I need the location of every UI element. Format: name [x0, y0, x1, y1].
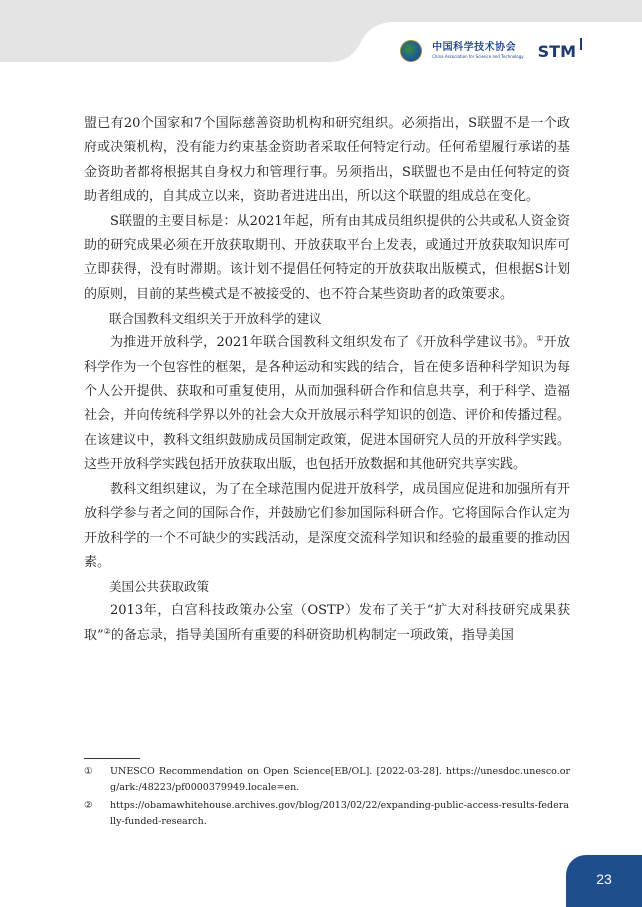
footnote-2-text: https://obamawhitehouse.archives.gov/blog/2013/02/22/expanding-public-access-results-federally-funded-research.: [110, 800, 569, 827]
footnote-1-text: UNESCO Recommendation on Open Science[EB/OL]. [2022-03-28]. https://unesdoc.unesco.org/ark:/48223/pf0000379949.locale=en.: [110, 766, 570, 793]
footnote-ref-1: ①: [536, 334, 544, 344]
footnote-2-mark: ②: [84, 800, 93, 811]
cast-logo: [432, 43, 524, 59]
page-number-tab: [566, 855, 642, 907]
footnote-ref-2: ②: [103, 626, 111, 636]
footnote-1: [84, 764, 570, 796]
paragraph-5: [84, 599, 570, 648]
page-number: 23: [596, 871, 612, 887]
stm-logo: STM: [538, 42, 582, 61]
paragraph-3: [84, 331, 570, 477]
paragraph-4: 教科文组织建议，为了在全球范围内促进开放科学，成员国应促进和加强所有开放科学参与者之间的国际合作，并鼓励它们参加国际科研合作。它将国际合作认定为开放科学的一个不可缺少的实践活动，是深度交流科学知识和经验的最重要的推动因素。: [84, 481, 570, 570]
header-logos: [400, 38, 582, 64]
footnote-divider: [84, 758, 140, 759]
footnote-2: [84, 798, 570, 830]
footnote-1-mark: ①: [84, 766, 93, 777]
cast-emblem-icon: [400, 40, 422, 62]
body-text: [84, 112, 570, 648]
paragraph-5-a: 2013年，白宫科技政策办公室（OSTP）发布了关于“扩大对科技研究成果获取”: [84, 603, 570, 643]
paragraph-5-b: 的备忘录，指导美国所有重要的科研资助机构制定一项政策，指导美国: [110, 627, 514, 643]
section-heading-us-policy: 美国公共获取政策: [109, 579, 210, 595]
footnotes: [84, 764, 570, 832]
paragraph-3-b: 开放科学作为一个包容性的框架，是各种运动和实践的结合，旨在使多语种科学知识为每个人公开提供、获取和可重复使用，从而加强科研合作和信息共享，利于科学、造福社会，并向传统科学界以外的社会大众开放展示科学知识的创造、评价和传播过程。在该建议中，教科文组织鼓励成员国制定政策，促进本国研究人员的开放科学实践。这些开放科学实践包括开放获取出版，也包括开放数据和其他研究共享实践。: [84, 335, 570, 473]
section-heading-unesco: 联合国教科文组织关于开放科学的建议: [109, 311, 322, 327]
paragraph-3-a: 为推进开放科学，2021年联合国教科文组织发布了《开放科学建议书》。: [110, 335, 537, 351]
cast-logo-en: China Association for Science and Technology: [432, 54, 524, 59]
paragraph-2: S联盟的主要目标是：从2021年起，所有由其成员组织提供的公共或私人资金资助的研究成果必须在开放获取期刊、开放获取平台上发表，或通过开放获取知识库可立即获得，没有时滞期。该计划不提倡任何特定的开放获取出版模式，但根据S计划的原则，目前的某些模式是不被接受的、也不符合某些资助者的政策要求。: [84, 213, 570, 302]
paragraph-1: 盟已有20个国家和7个国际慈善资助机构和研究组织。必须指出，S联盟不是一个政府或决策机构，没有能力约束基金资助者采取任何特定行动。任何希望履行承诺的基金资助者都将根据其自身权力和管理行事。另须指出，S联盟也不是由任何特定的资助者组成的，自其成立以来，资助者进进出出，所以这个联盟的组成总在变化。: [84, 116, 570, 205]
cast-logo-cn: 中国科学技术协会: [432, 42, 517, 53]
